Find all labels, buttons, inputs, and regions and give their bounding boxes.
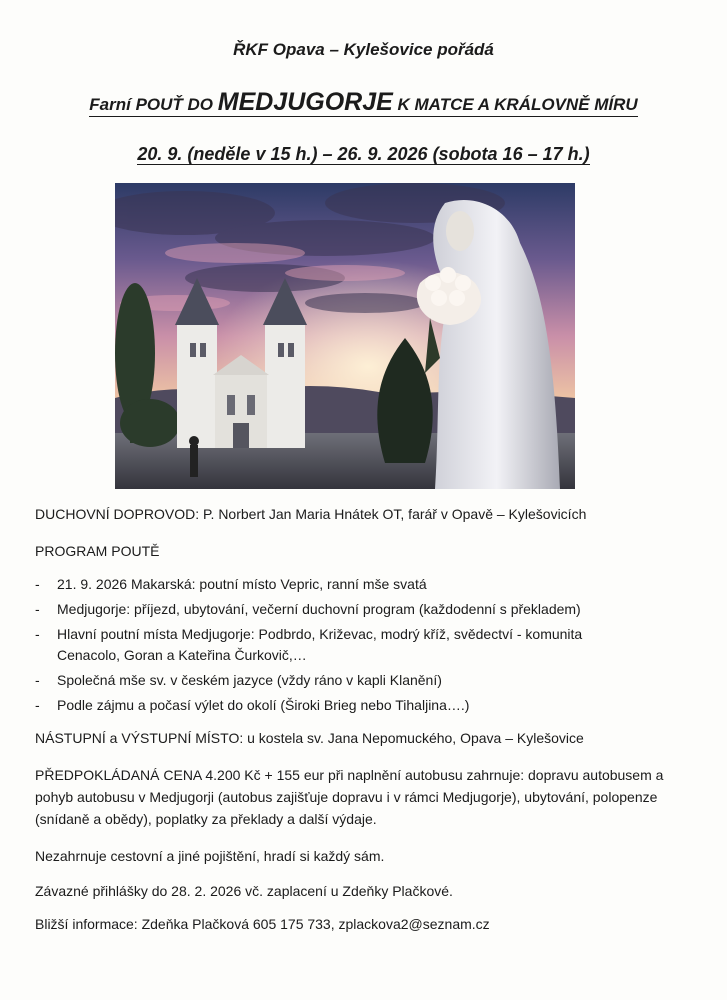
program-item-text: Podle zájmu a počasí výlet do okolí (Široki Brieg nebo Tihaljina….) bbox=[57, 697, 470, 713]
program-item-text: Hlavní poutní místa Medjugorje: Podbrdo, Križevac, modrý kříž, svědectví - komunita bbox=[57, 626, 583, 642]
title-part-2: K MATCE A KRÁLOVNĚ MÍRU bbox=[392, 95, 638, 114]
organizer-line: ŘKF Opava – Kylešovice pořádá bbox=[233, 40, 494, 59]
dates-text: 20. 9. (neděle v 15 h.) – 26. 9. 2026 (sobota 16 – 17 h.) bbox=[137, 144, 590, 164]
program-heading: PROGRAM POUTĚ bbox=[35, 543, 160, 559]
program-item-text: Společná mše sv. v českém jazyce (vždy ráno v kapli Klanění) bbox=[57, 672, 442, 688]
church-and-madonna-photo bbox=[115, 183, 575, 489]
program-list bbox=[35, 574, 582, 716]
title-part-1: Farní POUŤ DO bbox=[89, 95, 218, 114]
program-item-continuation: Cenacolo, Goran a Kateřina Čurkovič,… bbox=[57, 647, 307, 663]
list-dash: - bbox=[35, 576, 40, 592]
program-item-text: 21. 9. 2026 Makarská: poutní místo Vepric, ranní mše svatá bbox=[57, 576, 427, 592]
program-item-text: Medjugorje: příjezd, ubytování, večerní duchovní program (každodenní s překladem) bbox=[57, 601, 581, 617]
departure-place: NÁSTUPNÍ a VÝSTUPNÍ MÍSTO: u kostela sv. Jana Nepomuckého, Opava – Kylešovice bbox=[35, 730, 584, 746]
pilgrimage-title bbox=[0, 90, 727, 117]
price-info: PŘEDPOKLÁDANÁ CENA 4.200 Kč + 155 eur při naplnění autobusu zahrnuje: dopravu autobusem a pohyb autobusu v Medjugorji (autobus zajišťuje dopravu i v rámci Medjugorje), ubytování, polopenze (snídaně a obědy), poplatky za překlady a další výdaje. bbox=[35, 767, 664, 827]
spiritual-guide: DUCHOVNÍ DOPROVOD: P. Norbert Jan Maria Hnátek OT, farář v Opavě – Kylešovicích bbox=[35, 506, 587, 522]
insurance-note: Nezahrnuje cestovní a jiné pojištění, hradí si každý sám. bbox=[35, 848, 385, 864]
list-dash: - bbox=[35, 601, 40, 617]
program-item-2 bbox=[35, 599, 582, 620]
list-dash: - bbox=[35, 697, 40, 713]
list-dash: - bbox=[35, 672, 40, 688]
program-item-4 bbox=[35, 670, 582, 691]
pilgrimage-dates bbox=[0, 144, 727, 165]
title-main-word: MEDJUGORJE bbox=[217, 88, 393, 116]
registration-note: Závazné přihlášky do 28. 2. 2026 vč. zaplacení u Zdeňky Plačkové. bbox=[35, 883, 453, 899]
program-item-1 bbox=[35, 574, 582, 595]
program-item-3 bbox=[35, 624, 582, 666]
list-dash: - bbox=[35, 626, 40, 642]
program-item-5 bbox=[35, 695, 582, 716]
contact-info: Bližší informace: Zdeňka Plačková 605 175 733, zplackova2@seznam.cz bbox=[35, 916, 490, 932]
photo-illustration bbox=[115, 183, 575, 489]
